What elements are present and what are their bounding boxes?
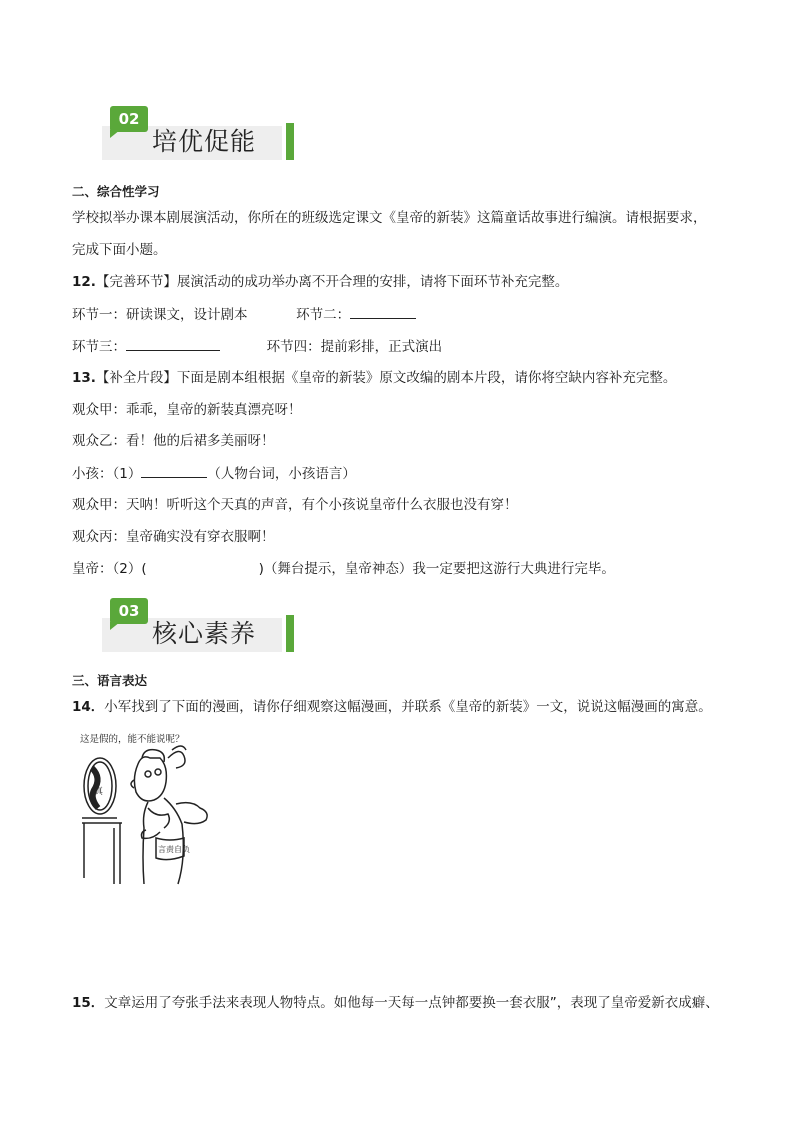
question-12 xyxy=(72,272,568,292)
emperor-line-rest: )（舞台提示，皇帝神态）我一定要把这游行大典进行完毕。 xyxy=(258,561,615,577)
step-row-1 xyxy=(72,304,416,325)
section-number-badge: 02 xyxy=(110,106,148,132)
question-number: 13. xyxy=(72,370,96,386)
dialogue-6 xyxy=(72,559,615,579)
part3-heading: 三、语言表达 xyxy=(72,673,148,688)
badge-tail xyxy=(110,130,120,138)
step-4: 环节四：提前彩排，正式演出 xyxy=(266,339,443,355)
step-3-blank[interactable] xyxy=(126,336,220,351)
question-text: 下面是剧本组根据《皇帝的新装》原文改编的剧本片段，请你将空缺内容补充完整。 xyxy=(176,370,677,386)
emperor-line-prefix: 皇帝：（2）( xyxy=(72,561,147,577)
section-banner-02 xyxy=(102,106,294,162)
question-text: 文章运用了夸张手法来表现人物特点。如他每一天每一点钟都要换一套衣服”，表现了皇帝爱新衣成癖、 xyxy=(104,995,719,1011)
step-3-label: 环节三： xyxy=(72,339,126,355)
section-title: 核心素养 xyxy=(152,619,257,648)
question-number: 12. xyxy=(72,274,96,290)
banner-accent-bar xyxy=(286,615,294,652)
section-banner-03 xyxy=(102,598,294,654)
dialogue-5: 观众丙：皇帝确实没有穿衣服啊！ xyxy=(72,529,275,545)
comic-caption: 这是假的，能不能说呢？ xyxy=(80,734,185,745)
question-text: 展演活动的成功举办离不开合理的安排，请将下面环节补充完整。 xyxy=(176,274,569,290)
section-title: 培优促能 xyxy=(152,127,257,156)
man-figure xyxy=(131,746,207,884)
question-tag: 【完善环节】 xyxy=(95,274,177,290)
question-text: 小军找到了下面的漫画，请你仔细观察这幅漫画，并联系《皇帝的新装》一文，说说这幅漫画的寓意。 xyxy=(104,699,712,715)
child-line-prefix: 小孩：（1） xyxy=(72,466,142,482)
question-number: 15． xyxy=(72,995,105,1011)
question-15 xyxy=(72,993,719,1013)
banner-accent-bar xyxy=(286,123,294,160)
intro-line-2: 完成下面小题。 xyxy=(72,242,167,258)
comic-illustration xyxy=(72,728,222,886)
mirror-label: 真 xyxy=(94,787,104,797)
step-1: 环节一：研读课文，设计剧本 xyxy=(72,307,248,323)
mirror-icon xyxy=(82,758,122,884)
child-line-note: （人物台词，小孩语言） xyxy=(207,466,356,482)
question-13 xyxy=(72,368,676,388)
dialogue-2: 观众乙：看！他的后裙多美丽呀！ xyxy=(72,433,275,449)
part2-heading: 二、综合性学习 xyxy=(72,184,160,199)
dialogue-1: 观众甲：乖乖，皇帝的新装真漂亮呀！ xyxy=(72,402,302,418)
step-2-blank[interactable] xyxy=(350,304,416,319)
dialogue-4: 观众甲：天呐！听听这个天真的声音，有个小孩说皇帝什么衣服也没有穿！ xyxy=(72,497,518,513)
question-14 xyxy=(72,697,712,717)
step-2-label: 环节二： xyxy=(296,307,351,323)
intro-line-1: 学校拟举办课本剧展演活动，你所在的班级选定课文《皇帝的新装》这篇童话故事进行编演。请根据要求， xyxy=(72,210,707,226)
dialogue-3 xyxy=(72,463,356,484)
question-number: 14． xyxy=(72,699,105,715)
question-tag: 【补全片段】 xyxy=(95,370,177,386)
badge-tail xyxy=(110,622,120,630)
step-row-2 xyxy=(72,336,442,357)
section-number-badge: 03 xyxy=(110,598,148,624)
bag-label: 言责自负 xyxy=(158,845,190,854)
child-line-blank[interactable] xyxy=(141,463,207,478)
